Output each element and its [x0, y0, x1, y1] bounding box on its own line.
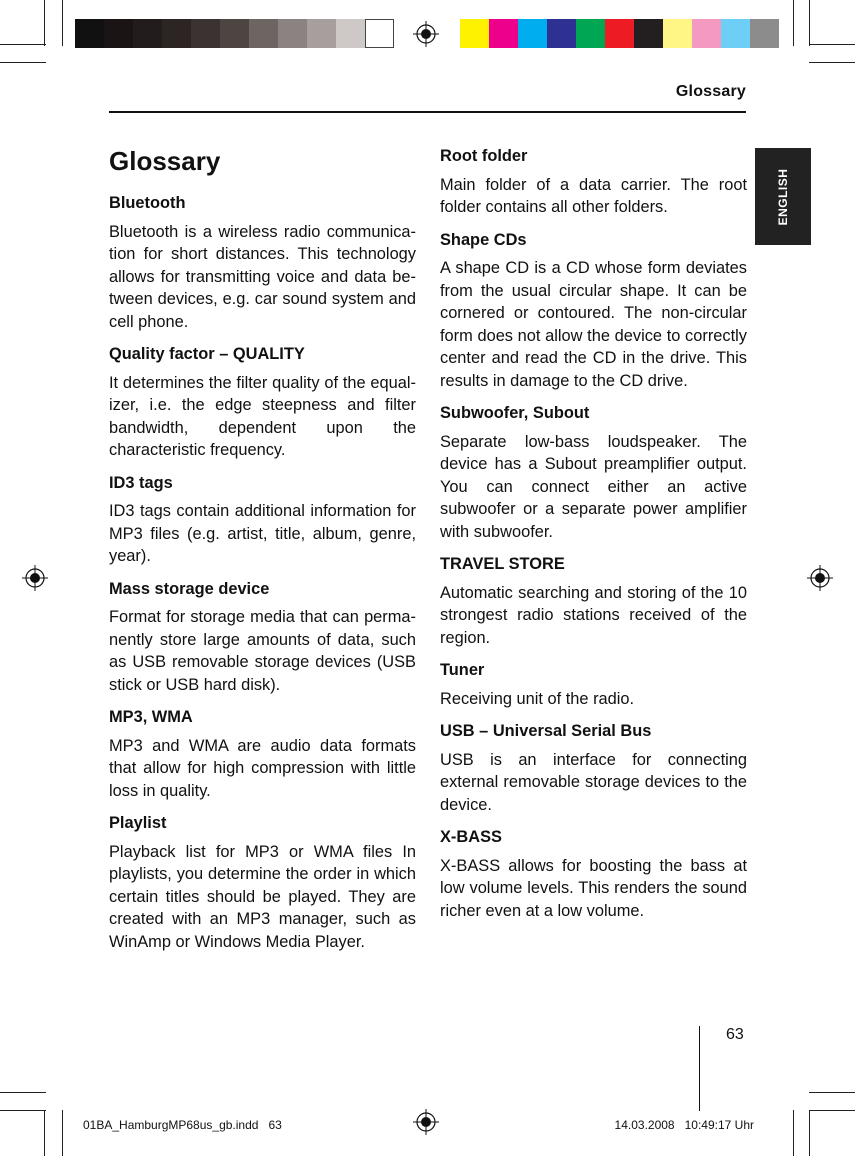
glossary-definition: X-BASS allows for boosting the bass at low volume levels. This renders the sound richer even at a low volume. — [440, 856, 747, 920]
color-swatch — [336, 19, 365, 48]
crop-mark — [62, 1110, 63, 1156]
crop-mark — [62, 0, 63, 46]
color-swatch — [634, 19, 663, 48]
glossary-term: USB – Universal Serial Bus — [440, 722, 652, 740]
color-swatch — [365, 19, 394, 48]
crop-mark — [809, 62, 855, 63]
registration-mark-icon — [413, 1109, 439, 1135]
crop-mark — [0, 44, 46, 45]
crop-mark — [809, 1110, 810, 1156]
crop-mark — [809, 0, 810, 46]
glossary-definition: Playback list for MP3 or WMA files In playlists, you determine the order in which certain titles should be played. They are created with an MP3 manager, such as WinAmp or Windows Media Player. — [109, 842, 416, 951]
glossary-term: TRAVEL STORE — [440, 555, 565, 573]
crop-mark — [44, 1110, 45, 1156]
registration-mark-icon — [807, 565, 833, 591]
glossary-definition: USB is an interface for connecting external removable storage devices to the device. — [440, 750, 747, 814]
glossary-definition: It determines the filter quality of the equalizer, i.e. the edge steepness and filter bandwidth, dependent upon the characteristic frequency. — [109, 373, 416, 459]
color-swatch — [663, 19, 692, 48]
crop-mark — [793, 1110, 794, 1156]
crop-mark — [0, 1110, 46, 1111]
glossary-definition: Separate low-bass loudspeaker. The device has a Subout preamplifier output. You can connect either an active subwoofer or a separate power amplifier with subwoofer. — [440, 432, 747, 541]
color-swatch — [249, 19, 278, 48]
language-tab — [755, 148, 811, 245]
glossary-term: Mass storage device — [109, 579, 270, 598]
glossary-term: ID3 tags — [109, 473, 173, 492]
page-number-rule — [699, 1026, 700, 1111]
page-title: Glossary — [109, 146, 221, 176]
color-swatch — [605, 19, 634, 48]
running-header: Glossary — [675, 83, 746, 100]
glossary-definition: Main folder of a data carrier. The root folder contains all other folders. — [440, 175, 747, 216]
registration-mark-icon — [22, 565, 48, 591]
print-slug-timestamp: 14.03.2008 10:49:17 Uhr — [614, 1118, 754, 1132]
color-swatch — [721, 19, 750, 48]
crop-mark — [809, 1092, 855, 1093]
color-swatch — [307, 19, 336, 48]
glossary-definition: Receiving unit of the radio. — [440, 689, 635, 708]
glossary-term: X-BASS — [440, 828, 502, 846]
crop-mark — [0, 62, 46, 63]
crop-mark — [0, 1092, 46, 1093]
glossary-term: Tuner — [440, 661, 485, 679]
glossary-term: Playlist — [109, 814, 167, 832]
crop-mark — [809, 1110, 855, 1111]
color-swatch — [133, 19, 162, 48]
color-swatch — [162, 19, 191, 48]
language-tab-label: ENGLISH — [776, 168, 790, 225]
color-swatch — [692, 19, 721, 48]
color-swatch — [750, 19, 779, 48]
glossary-definition: Bluetooth is a wireless radio communication for short distances. This technology allows for transmitting voice and data between devices, e.g. car sound system and cell phone. — [109, 222, 416, 331]
header-divider — [109, 111, 746, 113]
glossary-term: Subwoofer, Subout — [440, 404, 590, 422]
color-swatch — [489, 19, 518, 48]
color-swatch — [220, 19, 249, 48]
color-swatch — [518, 19, 547, 48]
glossary-left-column — [109, 144, 416, 963]
print-slug-file: 01BA_HamburgMP68us_gb.indd 63 — [83, 1118, 282, 1132]
crop-mark — [793, 0, 794, 46]
crop-mark — [44, 0, 45, 46]
color-swatch — [576, 19, 605, 48]
color-swatch — [75, 19, 104, 48]
glossary-term: Bluetooth — [109, 194, 186, 212]
crop-mark — [809, 44, 855, 45]
glossary-term: MP3, WMA — [109, 708, 193, 726]
glossary-term: Quality factor – QUALITY — [109, 345, 305, 363]
glossary-right-column — [440, 145, 747, 932]
glossary-entries-left — [109, 192, 416, 953]
glossary-definition: Format for storage media that can permanently store large amounts of data, such as USB removable storage devices (USB stick or USB hard disk). — [109, 608, 416, 694]
glossary-definition: Automatic searching and storing of the 10 strongest radio stations received of the region. — [440, 583, 747, 647]
page-number: 63 — [726, 1026, 744, 1043]
glossary-definition: MP3 and WMA are audio data formats that allow for high compression with little loss in quality. — [109, 736, 416, 800]
registration-mark-icon — [413, 21, 439, 47]
glossary-definition: A shape CD is a CD whose form deviates from the usual circular shape. It can be cornered or contoured. The non-circular form does not allow the device to correctly center and read the CD in the drive. This results in damage to the CD drive. — [440, 259, 747, 390]
glossary-entries-right — [440, 145, 747, 922]
color-swatch — [191, 19, 220, 48]
color-swatch — [547, 19, 576, 48]
color-swatch — [104, 19, 133, 48]
glossary-term: Root folder — [440, 147, 528, 165]
glossary-definition: ID3 tags contain additional information for MP3 files (e.g. artist, title, album, genre, year). — [109, 502, 416, 565]
color-swatch — [278, 19, 307, 48]
color-swatch — [460, 19, 489, 48]
glossary-term: Shape CDs — [440, 230, 527, 249]
